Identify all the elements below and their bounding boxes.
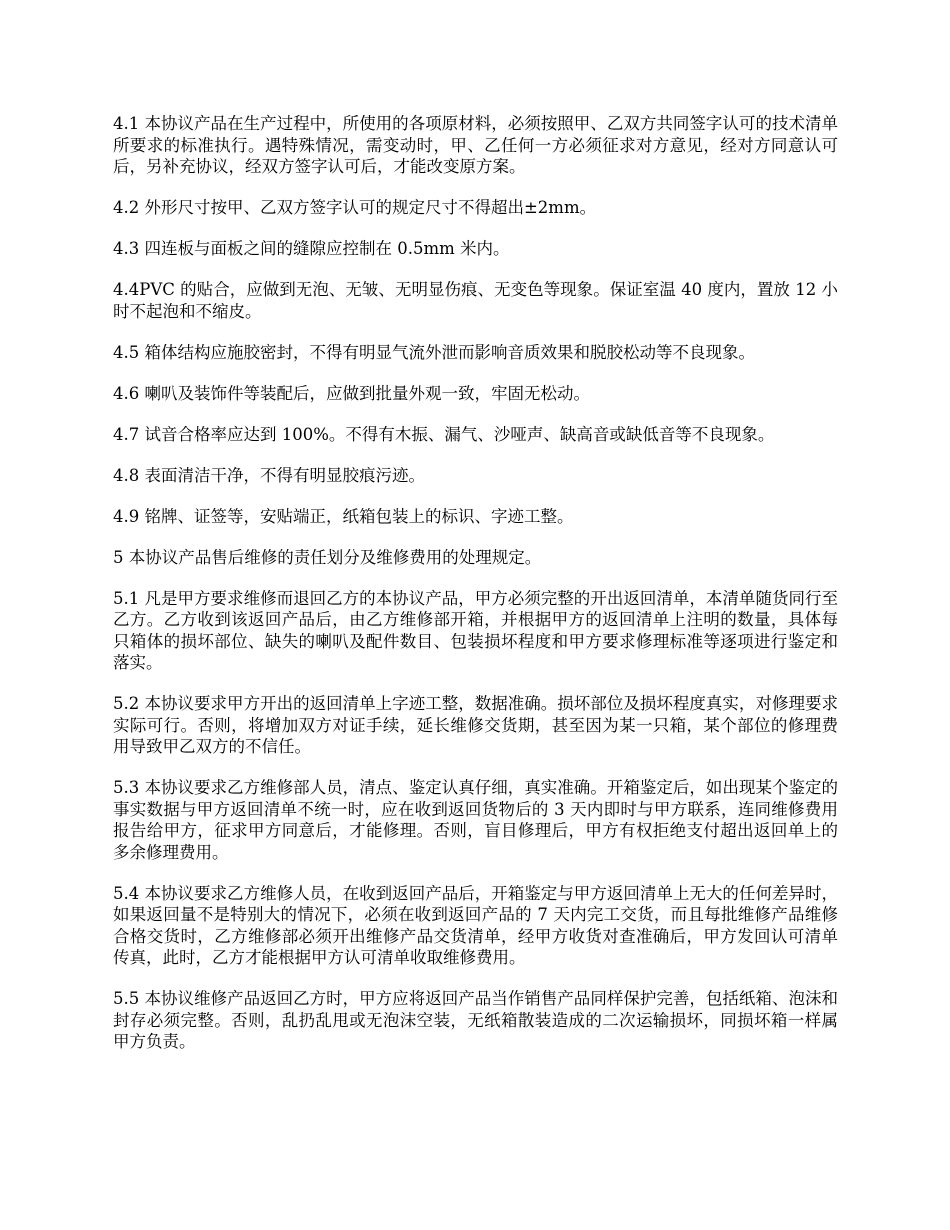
clause-5-5: 5.5 本协议维修产品返回乙方时，甲方应将返回产品当作销售产品同样保护完善，包括纸箱、泡沫和封存必须完整。否则，乱扔乱甩或无泡沫空装，无纸箱散装造成的二次运输损坏，同损坏箱一样属甲方负责。 — [113, 989, 838, 1051]
clause-4-7: 4.7 试音合格率应达到 100%。不得有木振、漏气、沙哑声、缺高音或缺低音等不良现象。 — [113, 424, 775, 444]
clause-4-5: 4.5 箱体结构应施胶密封，不得有明显气流外泄而影响音质效果和脱胶松动等不良现象。 — [113, 342, 755, 362]
clause-5-1: 5.1 凡是甲方要求维修而退回乙方的本协议产品，甲方必须完整的开出返回清单，本清单随货同行至乙方。乙方收到该返回产品后，由乙方维修部开箱，并根据甲方的返回清单上注明的数量，具体每只箱体的损坏部位、缺失的喇叭及配件数目、包装损坏程度和甲方要求修理标准等逐项进行鉴定和落实。 — [113, 588, 838, 672]
clause-5-4: 5.4 本协议要求乙方维修人员，在收到返回产品后，开箱鉴定与甲方返回清单上无大的任何差异时，如果返回量不是特别大的情况下，必须在收到返回产品的 7 天内完工交货，而且每批维修产品维修合格交货时，乙方维修部必须开出维修产品交货清单，经甲方收货对查准确后，甲方发回认可清单传真，此时，乙方才能根据甲方认可清单收取维修费用。 — [113, 883, 838, 967]
clause-4-1: 4.1 本协议产品在生产过程中，所使用的各项原材料，必须按照甲、乙双方共同签字认可的技术清单所要求的标准执行。遇特殊情况，需变动时，甲、乙任何一方必须征求对方意见，经对方同意认可后，另补充协议，经双方签字认可后，才能改变原方案。 — [113, 114, 838, 176]
clause-4-9: 4.9 铭牌、证签等，安贴端正，纸箱包装上的标识、字迹工整。 — [113, 506, 574, 526]
clause-4-3: 4.3 四连板与面板之间的缝隙应控制在 0.5mm 米内。 — [113, 239, 510, 258]
section-5-heading: 5 本协议产品售后维修的责任划分及维修费用的处理规定。 — [113, 547, 542, 567]
clause-4-8: 4.8 表面清洁干净，不得有明显胶痕污迹。 — [113, 465, 425, 485]
clause-4-4: 4.4PVC 的贴合，应做到无泡、无皱、无明显伤痕、无变色等现象。保证室温 40 度内，置放 12 小时不起泡和不缩皮。 — [113, 280, 838, 321]
clause-4-2: 4.2 外形尺寸按甲、乙双方签字认可的规定尺寸不得超出±2mm。 — [113, 198, 597, 217]
clause-5-3: 5.3 本协议要求乙方维修部人员，清点、鉴定认真仔细，真实准确。开箱鉴定后，如出现某个鉴定的事实数据与甲方返回清单不统一时，应在收到返回货物后的 3 天内即时与甲方联系，连同维修费用报告给甲方，征求甲方同意后，才能修理。否则，盲目修理后，甲方有权拒绝支付超出返回单上的多余修理费用。 — [113, 778, 838, 862]
clause-4-6: 4.6 喇叭及装饰件等装配后，应做到批量外观一致，牢固无松动。 — [113, 383, 590, 403]
clause-5-2: 5.2 本协议要求甲方开出的返回清单上字迹工整，数据准确。损坏部位及损坏程度真实，对修理要求实际可行。否则，将增加双方对证手续，延长维修交货期，甚至因为某一只箱，某个部位的修理费用导致甲乙双方的不信任。 — [113, 694, 838, 756]
